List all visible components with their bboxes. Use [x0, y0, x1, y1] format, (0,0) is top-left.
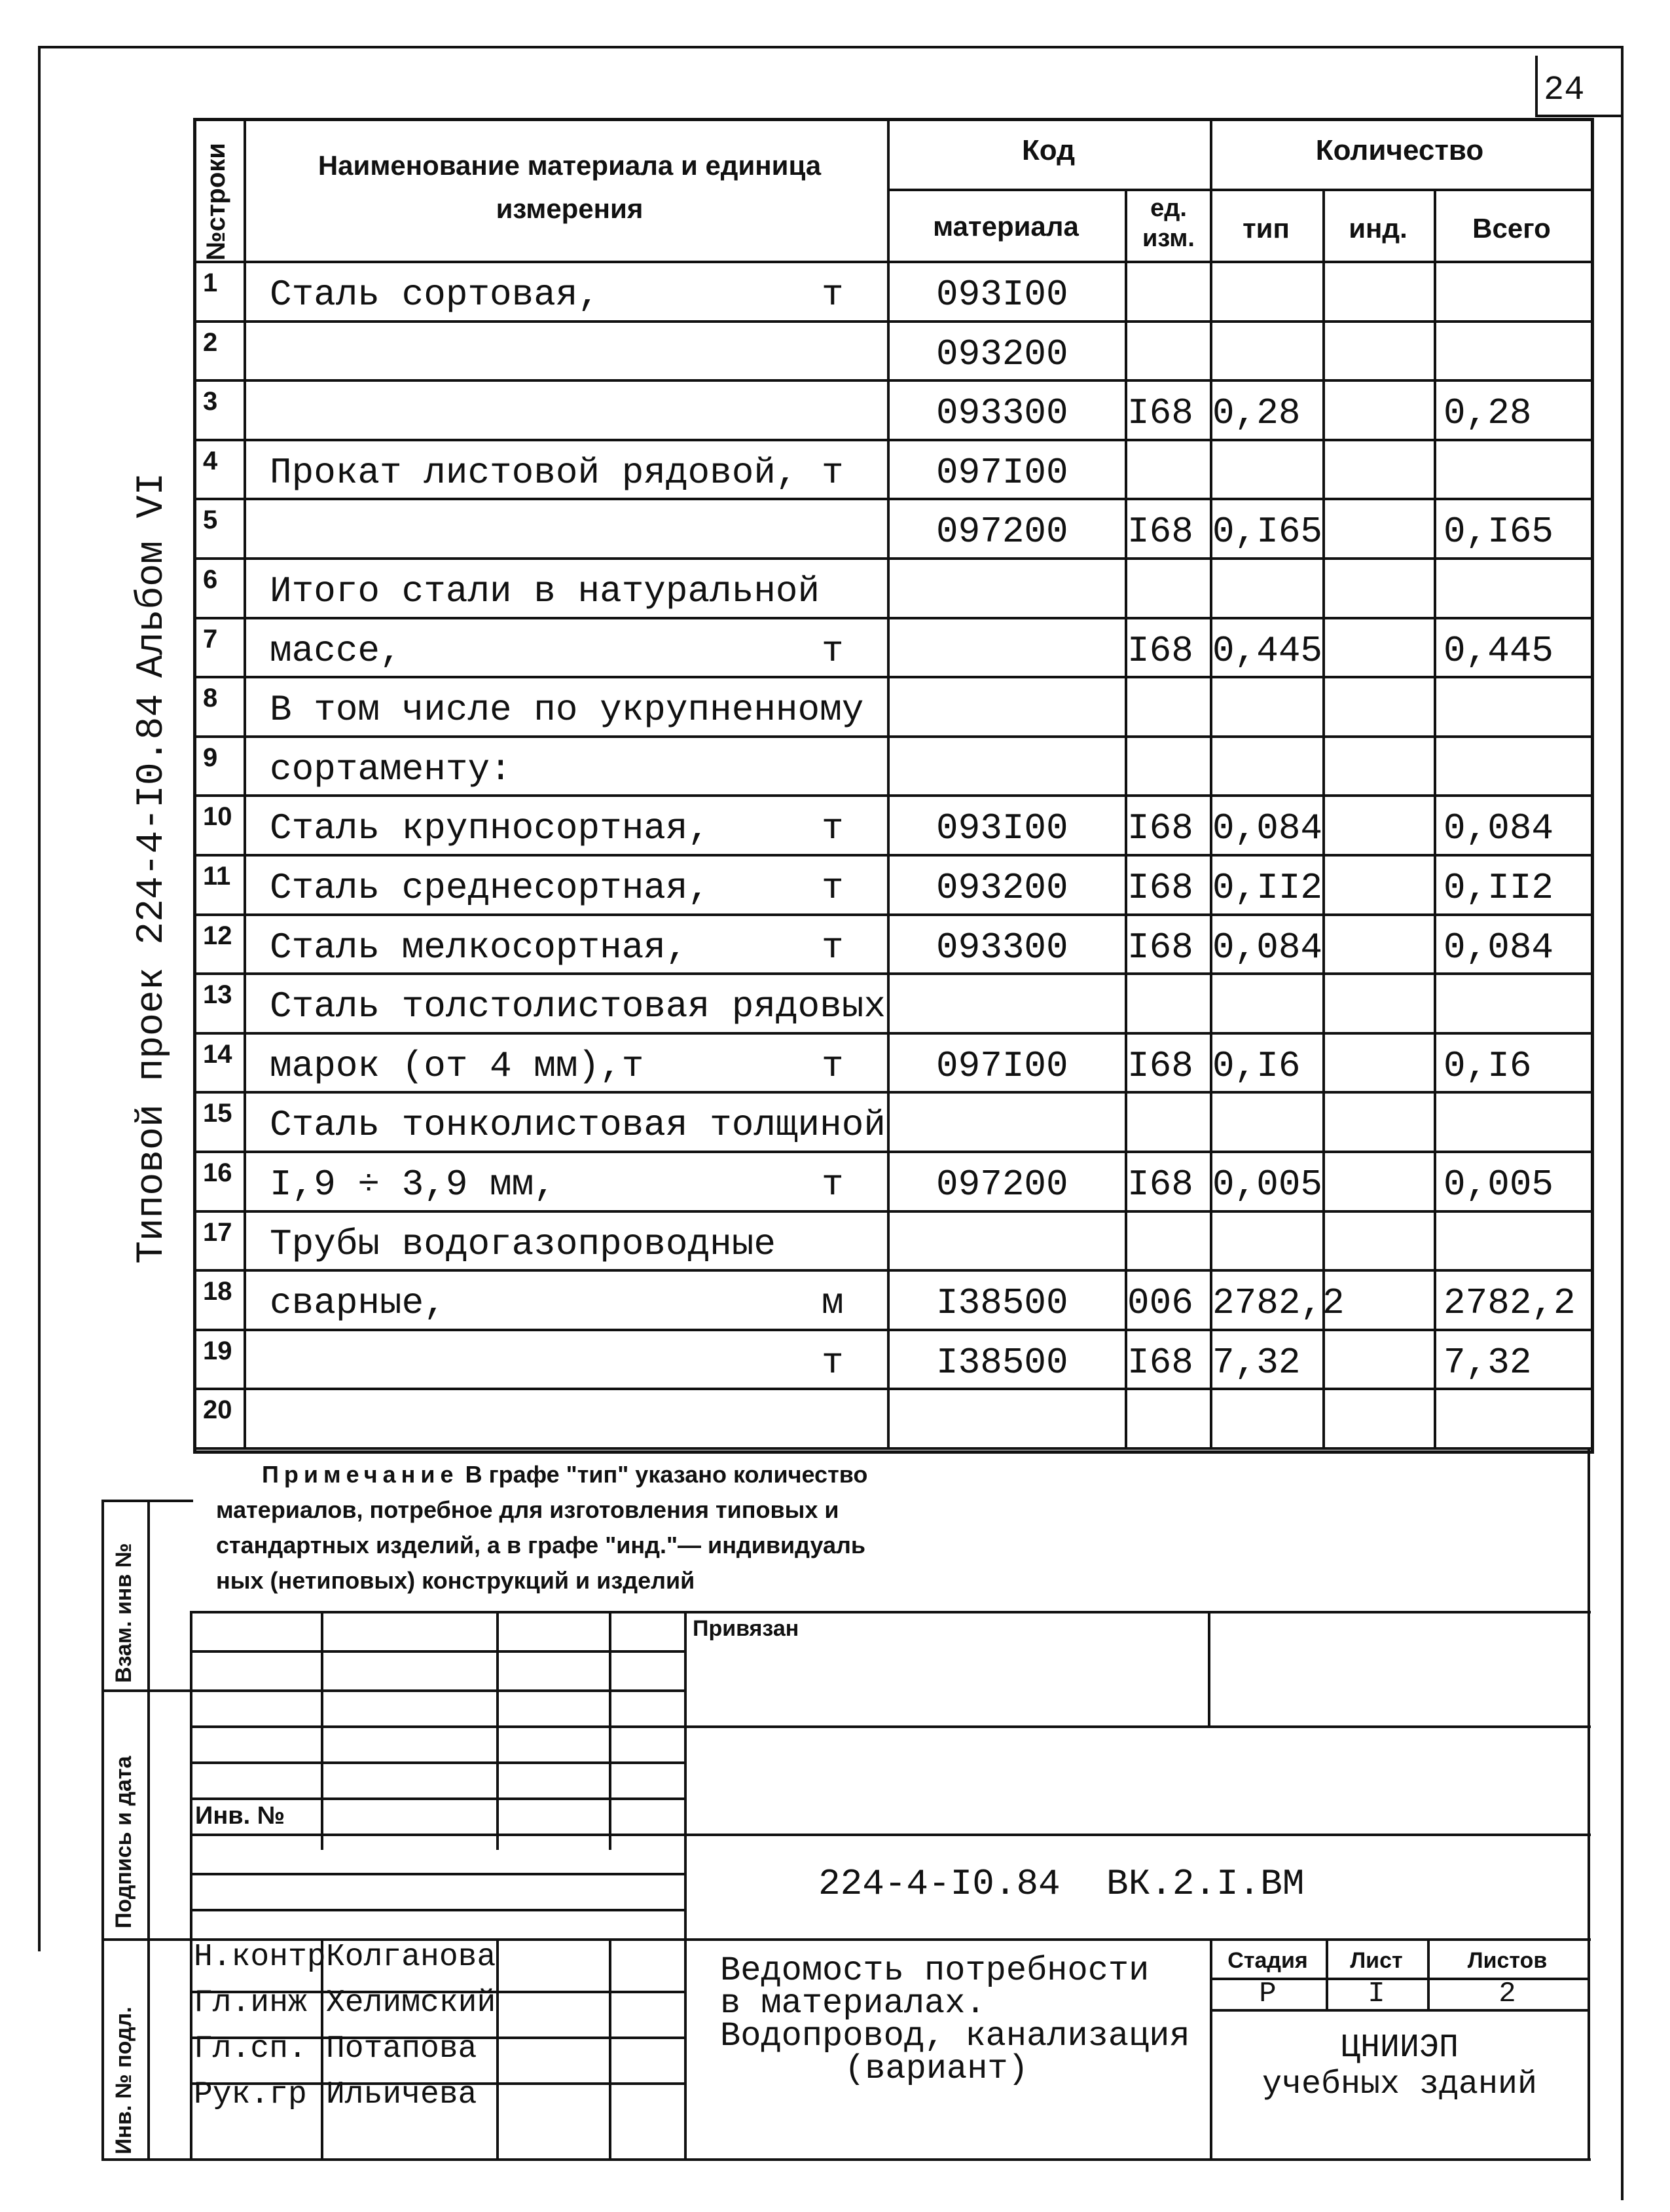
- table-row-line: [193, 557, 1591, 560]
- cell-name: Трубы водогазопроводные: [270, 1223, 776, 1265]
- stamp-row-5: [190, 1761, 684, 1764]
- cell-code: I38500: [936, 1282, 1068, 1325]
- note-line-2: материалов, потребное для изготовления типовых и: [216, 1496, 839, 1523]
- header-qty-ind: инд.: [1349, 213, 1407, 244]
- table-row-line: [193, 320, 1591, 323]
- col-line-rownum: [244, 118, 246, 1447]
- table-row-line: [193, 794, 1591, 797]
- cell-n: 17: [203, 1217, 232, 1247]
- cell-code: I38500: [936, 1341, 1068, 1384]
- margin-div-1: [101, 1689, 193, 1692]
- cell-n: 9: [203, 743, 218, 772]
- cell-unit: м: [822, 1282, 844, 1325]
- stamp-org-line-2: учебных зданий: [1262, 2066, 1538, 2103]
- cell-name: марок (от 4 мм),т: [270, 1044, 644, 1087]
- cell-tip: 0,445: [1212, 629, 1323, 672]
- cell-name: Сталь сортовая,: [270, 274, 600, 316]
- cell-n: 2: [203, 327, 218, 357]
- cell-code: 093200: [936, 333, 1068, 375]
- cell-total: 0,I6: [1443, 1044, 1532, 1087]
- cell-tip: 0,I6: [1212, 1044, 1301, 1087]
- cell-name: сортаменту:: [270, 748, 512, 790]
- cell-tip: 0,084: [1212, 807, 1323, 850]
- margin-vzam-label: Взам. инв №: [111, 1543, 136, 1683]
- cell-n: 12: [203, 921, 232, 950]
- cell-name: массе,: [270, 629, 402, 672]
- stamp-inv-no-label: Инв. №: [195, 1802, 285, 1830]
- note-line-4: ных (нетиповых) конструкций и изделий: [216, 1567, 695, 1594]
- stamp-sheets-value: 2: [1498, 1978, 1516, 2010]
- stamp-row-1: [190, 1611, 1591, 1613]
- cell-name: Сталь толстолистовая рядовых: [270, 986, 886, 1028]
- cell-ed: I68: [1127, 867, 1193, 909]
- stamp-col-5: [684, 1611, 687, 2161]
- stamp-sheets-label: Листов: [1467, 1948, 1548, 1973]
- cell-n: 8: [203, 684, 218, 713]
- table-row-line: [193, 1210, 1591, 1213]
- stamp-row-3: [190, 1689, 684, 1692]
- table-row-line: [193, 1091, 1591, 1094]
- cell-total: 0,28: [1443, 392, 1532, 435]
- cell-code: 097I00: [936, 451, 1068, 494]
- stamp-col-2: [321, 1611, 323, 1850]
- stamp-person-name: Ильичева: [326, 2077, 477, 2112]
- table-row-line: [193, 1447, 1591, 1450]
- stamp-role: Гл.сп.: [194, 2031, 307, 2067]
- table-row-line: [193, 972, 1591, 975]
- stamp-left-border: [190, 1611, 192, 2161]
- cell-total: 0,005: [1443, 1164, 1554, 1206]
- stamp-sig-col-3: [496, 1938, 499, 2161]
- col-line-unit: [1210, 118, 1212, 1447]
- cell-name: Прокат листовой рядовой,: [270, 451, 798, 494]
- stamp-title: [720, 1951, 1190, 2088]
- cell-total: 7,32: [1443, 1341, 1532, 1384]
- cell-unit: т: [822, 1044, 844, 1087]
- stamp-sig-col-4: [609, 1938, 611, 2161]
- note-right-border: [1588, 1447, 1590, 1611]
- cell-n: 10: [203, 802, 232, 832]
- cell-ed: I68: [1127, 1164, 1193, 1206]
- cell-ed: I68: [1127, 1341, 1193, 1384]
- stamp-row-6: [190, 1797, 684, 1800]
- stamp-col-3: [496, 1611, 499, 1850]
- side-project-label: Типовой проек 224-4-I0.84: [131, 693, 173, 1264]
- cell-code: 097200: [936, 1164, 1068, 1206]
- stamp-title-line-2: в материалах.: [720, 1984, 986, 2023]
- note-block: [216, 1457, 1394, 1598]
- header-bottom-line: [193, 261, 1591, 263]
- margin-bottom: [101, 2158, 1591, 2161]
- stamp-person-name: Потапова: [326, 2031, 477, 2067]
- cell-code: 097200: [936, 511, 1068, 553]
- cell-name: сварные,: [270, 1282, 446, 1325]
- cell-n: 4: [203, 446, 218, 475]
- cell-code: 097I00: [936, 1044, 1068, 1087]
- stamp-person-name: Колганова: [326, 1940, 496, 1975]
- cell-ed: I68: [1127, 807, 1193, 850]
- header-mid-line: [887, 189, 1591, 191]
- cell-name: I,9 ÷ 3,9 мм,: [270, 1164, 556, 1206]
- stamp-row-8: [190, 1873, 684, 1875]
- cell-unit: т: [822, 807, 844, 850]
- col-line-ind: [1434, 189, 1436, 1447]
- note-line-3: стандартных изделий, а в графе "инд."— индивидуаль: [216, 1532, 866, 1558]
- stamp-org-line-1: ЦНИИЭП: [1340, 2029, 1459, 2067]
- cell-n: 7: [203, 624, 218, 654]
- cell-name: Сталь крупносортная,: [270, 807, 710, 850]
- cell-code: 093300: [936, 392, 1068, 435]
- cell-n: 15: [203, 1099, 232, 1128]
- table-row-line: [193, 379, 1591, 382]
- table-row-line: [193, 676, 1591, 678]
- cell-ed: I68: [1127, 392, 1193, 435]
- stamp-row-4: [190, 1725, 1591, 1728]
- outer-right-border: [1621, 46, 1624, 2200]
- cell-ed: I68: [1127, 926, 1193, 968]
- header-code-group: Код: [1021, 134, 1076, 166]
- cell-n: 19: [203, 1336, 232, 1365]
- margin-podpis-label: Подпись и дата: [111, 1756, 136, 1928]
- cell-tip: 0,II2: [1212, 867, 1323, 909]
- cell-total: 0,445: [1443, 629, 1554, 672]
- cell-n: 5: [203, 506, 218, 535]
- stamp-bound-divider: [1208, 1611, 1210, 1725]
- stamp-stage-value: Р: [1259, 1978, 1277, 2010]
- margin-top: [101, 1500, 193, 1502]
- side-album-label: Альбом VI: [131, 472, 173, 678]
- table-row-line: [193, 1269, 1591, 1272]
- header-code-material: материала: [933, 211, 1079, 242]
- cell-unit: т: [822, 274, 844, 316]
- margin-outer-left: [101, 1500, 104, 2161]
- cell-unit: т: [822, 629, 844, 672]
- stamp-role: Рук.гр: [194, 2077, 307, 2112]
- table-row-line: [193, 498, 1591, 500]
- stamp-row-7: [190, 1834, 1591, 1836]
- cell-n: 18: [203, 1277, 232, 1306]
- stamp-org: [1210, 2030, 1589, 2103]
- cell-tip: 2782,2: [1212, 1282, 1345, 1325]
- cell-unit: т: [822, 926, 844, 968]
- cell-n: 20: [203, 1395, 232, 1425]
- outer-top-border: [38, 46, 1622, 48]
- stamp-title-line-1: Ведомость потребности: [720, 1951, 1150, 1990]
- outer-left-border: [38, 46, 41, 1951]
- cell-name: Сталь мелкосортная,: [270, 926, 688, 968]
- cell-ed: I68: [1127, 511, 1193, 553]
- col-line-name: [887, 118, 890, 1447]
- cell-ed: I68: [1127, 629, 1193, 672]
- cell-tip: 7,32: [1212, 1341, 1301, 1384]
- cell-tip: 0,I65: [1212, 511, 1323, 553]
- cell-name: В том числе по укрупненному: [270, 689, 864, 731]
- cell-code: 093200: [936, 867, 1068, 909]
- note-line-1: [216, 1457, 1394, 1492]
- note-line-1-text: В графе "тип" указано количество: [465, 1461, 868, 1488]
- table-row-line: [193, 913, 1591, 916]
- margin-div-2: [101, 1938, 193, 1941]
- stamp-sheet-code: ВК.2.I.ВМ: [1106, 1863, 1305, 1905]
- cell-code: 093I00: [936, 274, 1068, 316]
- cell-total: 0,I65: [1443, 511, 1554, 553]
- cell-n: 6: [203, 565, 218, 594]
- cell-unit: т: [822, 867, 844, 909]
- page-number-underline: [1535, 115, 1622, 117]
- stamp-sheet-value: I: [1368, 1978, 1385, 2010]
- cell-name: Сталь среднесортная,: [270, 867, 710, 909]
- table-row-line: [193, 1388, 1591, 1390]
- stamp-role: Гл.инж: [194, 1985, 307, 2021]
- stamp-doc-code: 224-4-I0.84: [818, 1863, 1061, 1905]
- margin-inv-podl-label: Инв. № подл.: [111, 2006, 136, 2154]
- table-row-line: [193, 854, 1591, 857]
- cell-name: Сталь тонколистовая толщиной: [270, 1104, 886, 1147]
- cell-total: 0,084: [1443, 926, 1554, 968]
- cell-n: 3: [203, 387, 218, 416]
- margin-inner-left: [147, 1500, 150, 2161]
- stamp-row-2: [190, 1650, 684, 1653]
- table-row-line: [193, 735, 1591, 738]
- cell-code: 093I00: [936, 807, 1068, 850]
- page-number: 24: [1544, 71, 1585, 109]
- header-qty-total: Всего: [1472, 213, 1551, 244]
- header-qty-type: тип: [1243, 213, 1290, 244]
- stamp-person-name: Хелимский: [326, 1985, 496, 2021]
- header-code-unit: ед. изм.: [1142, 194, 1195, 252]
- stamp-title-line-4: (вариант): [844, 2050, 1028, 2088]
- cell-ed: I68: [1127, 1044, 1193, 1087]
- cell-total: 2782,2: [1443, 1282, 1576, 1325]
- table-row-line: [193, 1151, 1591, 1153]
- cell-ed: 006: [1127, 1282, 1193, 1325]
- cell-tip: 0,28: [1212, 392, 1301, 435]
- cell-unit: т: [822, 1341, 844, 1384]
- table-row-line: [193, 617, 1591, 619]
- cell-n: 1: [203, 268, 218, 297]
- cell-n: 11: [203, 862, 231, 891]
- table-row-line: [193, 1329, 1591, 1331]
- cell-unit: т: [822, 1164, 844, 1206]
- cell-name: Итого стали в натуральной: [270, 570, 820, 612]
- cell-n: 16: [203, 1158, 232, 1187]
- header-name: Наименование материала и единица измерения: [318, 150, 822, 224]
- cell-tip: 0,084: [1212, 926, 1323, 968]
- stamp-row-9: [190, 1909, 684, 1911]
- table-row-line: [193, 1032, 1591, 1035]
- table-row-line: [193, 439, 1591, 441]
- note-lead: Примечание: [262, 1461, 459, 1488]
- stamp-sheet-label: Лист: [1350, 1948, 1403, 1973]
- cell-code: 093300: [936, 926, 1068, 968]
- stamp-bound-label: Привязан: [693, 1616, 799, 1641]
- stamp-role: Н.контр: [194, 1940, 326, 1975]
- header-qty-group: Количество: [1315, 134, 1484, 166]
- stamp-stage-label: Стадия: [1227, 1948, 1308, 1973]
- cell-total: 0,084: [1443, 807, 1554, 850]
- cell-unit: т: [822, 451, 844, 494]
- stamp-title-line-3: Водопровод, канализация: [720, 2017, 1190, 2055]
- cell-total: 0,II2: [1443, 867, 1554, 909]
- col-line-type: [1322, 189, 1325, 1447]
- header-rownum: №строки: [202, 143, 230, 261]
- cell-n: 14: [203, 1039, 232, 1069]
- cell-tip: 0,005: [1212, 1164, 1323, 1206]
- cell-n: 13: [203, 980, 232, 1010]
- stamp-col-4: [609, 1611, 611, 1850]
- page-number-divider: [1535, 56, 1538, 115]
